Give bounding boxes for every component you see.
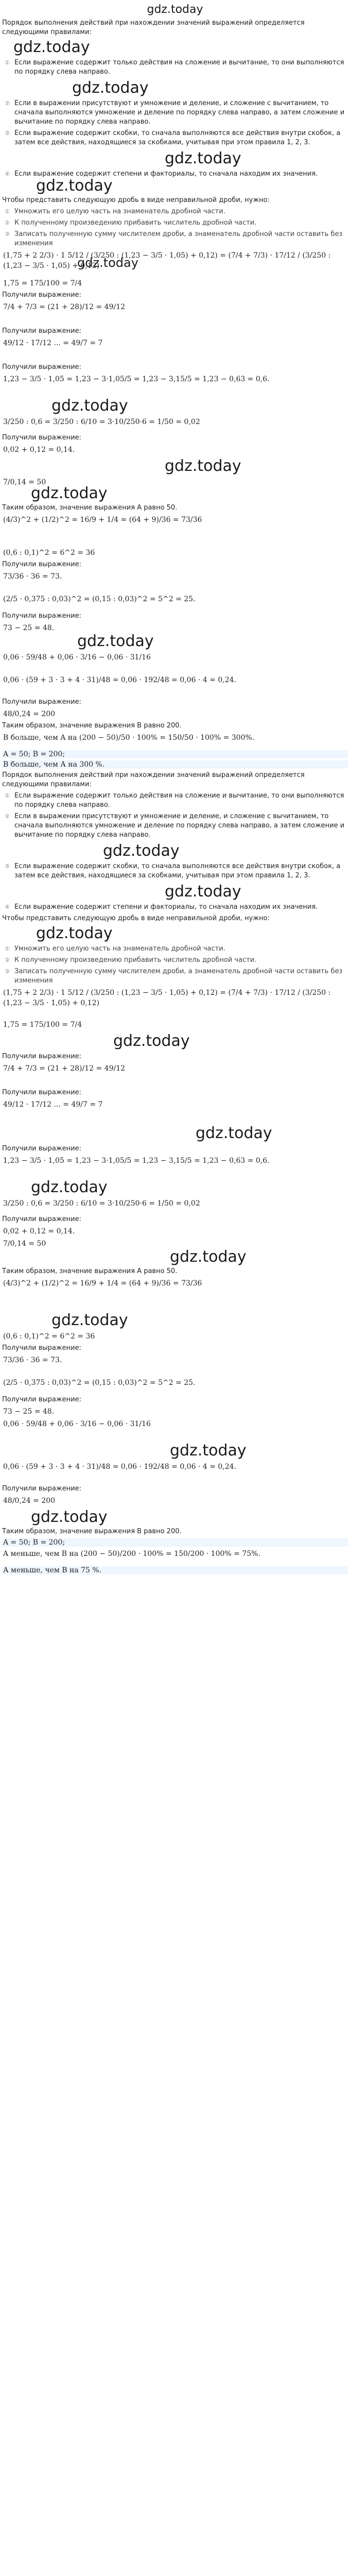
calc-line: (2/5 · 0,375 : 0,03)^2 = (0,15 : 0,03)^2 = 5^2 = 25. [3, 595, 196, 603]
decimal-to-fraction: 1,75 = 175/100 = 7/4 [3, 279, 82, 287]
received-label: Получили выражение: [2, 434, 81, 442]
calc-line: 7/0,14 = 50 [3, 478, 46, 486]
calc-line: 7/0,14 = 50 [3, 1240, 46, 1248]
rule-item [5, 791, 348, 810]
calc-line: (2/5 · 0,375 : 0,03)^2 = (0,15 : 0,03)^2 = 5^2 = 25. [3, 1379, 196, 1387]
calc-line: 3/250 : 0,6 = 3/250 : 6/10 = 3·10/250·6 = 1/50 = 0,02 [3, 1199, 200, 1208]
main-equation: (1,75 + 2 2/3) · 1 5/12 / (3/250 : (1,23 − 3/5 · 1,05) + 0,12) = (7/4 + 7/3) · 17/12 / (3/250 : (1,23 − 3/5 · 1,05) + 0,12) [3, 989, 331, 1007]
calc-line: 0,02 + 0,12 = 0,14. [3, 446, 75, 454]
comparison-equation: A меньше, чем B на (200 − 50)/200 · 100% = 150/200 · 100% = 75%. [3, 1550, 260, 1558]
value-statement: Таким образом, значение выражения A равно 50. [2, 504, 178, 512]
step-text: Умножить его целую часть на знаменатель дробной части. [14, 945, 225, 953]
watermark: gdz.today [31, 1508, 108, 1526]
list-marker-icon: ④ [5, 904, 10, 910]
list-marker-icon: ① [5, 208, 10, 215]
solution-part-2 [0, 771, 350, 1574]
rule-text: Если выражение содержит степени и факториалы, то сначала находим их значения. [14, 903, 318, 911]
main-equation: (1,75 + 2 2/3) · 1 5/12 / (3/250 : (1,23 − 3/5 · 1,05) + 0,12) = (7/4 + 7/3) · 17/12 / (3/250 : (1,23 − 3/5 · 1,05) + 0,12) [3, 251, 331, 270]
fraction-step [5, 944, 348, 954]
list-marker-icon: ③ [5, 231, 10, 238]
calc-line: 0,02 + 0,12 = 0,14. [3, 1227, 75, 1235]
watermark: gdz.today [13, 38, 90, 56]
calc-line: 1,23 − 3/5 · 1,05 = 1,23 − 3·1,05/5 = 1,23 − 3,15/5 = 1,23 − 0,63 = 0,6. [3, 375, 270, 383]
calc-line: (4/3)^2 + (1/2)^2 = 16/9 + 1/4 = (64 + 9)/36 = 73/36 [3, 516, 202, 524]
rule-text: Если выражение содержит степени и факториалы, то сначала находим их значения. [14, 170, 318, 178]
received-label: Получили выражение: [2, 1145, 81, 1153]
received-label: Получили выражение: [2, 327, 81, 335]
value-statement: Таким образом, значение выражения A равно 50. [2, 1267, 178, 1275]
received-label: Получили выражение: [2, 612, 81, 620]
list-marker-icon: ③ [5, 130, 10, 137]
answer-line: A = 50; B = 200; [2, 1538, 348, 1547]
watermark: gdz.today [165, 883, 241, 901]
calc-line: 0,06 · 59/48 + 0,06 · 3/16 − 0,06 · 31/16 [3, 1420, 151, 1428]
top-watermark: gdz.today [147, 3, 203, 16]
comparison-equation: B больше, чем A на (200 − 50)/50 · 100% = 150/50 · 100% = 300%. [3, 734, 255, 742]
rule-item [5, 129, 348, 147]
watermark: gdz.today [77, 256, 138, 270]
calc-line: 49/12 · 17/12 ... = 49/7 = 7 [3, 1100, 103, 1109]
calc-line: 48/0,24 = 200 [3, 1497, 56, 1505]
rule-item [5, 862, 348, 880]
list-marker-icon: ② [5, 813, 10, 820]
final-answer: А меньше, чем В на 75 %. [2, 1566, 348, 1574]
received-label: Получили выражение: [2, 1485, 81, 1493]
rule-text: Если выражение содержит скобки, то сначала выполняются все действия внутри скобок, а затем все действия, находящиеся за скобками, учитывая при этом правила 1, 2, 3. [14, 862, 341, 879]
watermark: gdz.today [51, 1311, 128, 1329]
list-marker-icon: ④ [5, 171, 10, 177]
calc-line: 7/4 + 7/3 = (21 + 28)/12 = 49/12 [3, 1064, 126, 1073]
final-answer: В больше, чем А на 300 %. [2, 760, 348, 769]
fraction-step [5, 230, 348, 248]
rule-item [5, 99, 348, 127]
step-text: К полученному произведению прибавить числитель дробной части. [14, 956, 257, 964]
rule-item [5, 903, 348, 912]
rule-text: Если выражение содержит только действия на сложение и вычитание, то они выполняются по порядку слева направо. [14, 792, 344, 809]
list-marker-icon: ② [5, 219, 10, 226]
rule-item [5, 812, 348, 840]
watermark: gdz.today [196, 1124, 272, 1142]
watermark: gdz.today [103, 842, 180, 860]
watermark: gdz.today [165, 149, 241, 167]
calc-line: 73/36 · 36 = 73. [3, 1356, 62, 1364]
calc-line: 73/36 · 36 = 73. [3, 572, 62, 581]
watermark: gdz.today [36, 177, 113, 195]
calc-line: 73 − 25 = 48. [3, 624, 55, 632]
watermark: gdz.today [113, 1032, 190, 1050]
watermark: gdz.today [36, 924, 113, 942]
rule-text: Если в выражении присутствуют и умножение и деление, и сложение с вычитанием, то сначала выполняются умножение и деление по порядку слева направо, а затем сложение и вычитание по порядку слева направо. [14, 99, 345, 126]
watermark: gdz.today [165, 457, 241, 475]
watermark: gdz.today [72, 79, 149, 97]
decimal-to-fraction: 1,75 = 175/100 = 7/4 [3, 1021, 82, 1029]
calc-line: 48/0,24 = 200 [3, 710, 56, 718]
step-text: Записать полученную сумму числителем дроби, а знаменатель дробной части оставить без изменения [14, 968, 343, 985]
fraction-intro: Чтобы представить следующую дробь в виде неправильной дроби, нужно: [2, 914, 270, 922]
watermark: gdz.today [170, 1248, 247, 1266]
step-text: Записать полученную сумму числителем дроби, а знаменатель дробной части оставить без изменения [14, 230, 343, 247]
fraction-step [5, 207, 348, 216]
solution-part-1 [0, 19, 350, 769]
received-label: Получили выражение: [2, 1396, 81, 1403]
calc-line: 49/12 · 17/12 ... = 49/7 = 7 [3, 339, 103, 347]
received-label: Получили выражение: [2, 1053, 81, 1060]
calc-line: 0,06 · 59/48 + 0,06 · 3/16 − 0,06 · 31/16 [3, 653, 151, 662]
rule-text: Если в выражении присутствуют и умножение и деление, и сложение с вычитанием, то сначала выполняются умножение и деление по порядку слева направо, а затем сложение и вычитание по порядку слева направо. [14, 812, 345, 839]
watermark: gdz.today [31, 484, 108, 502]
fraction-step [5, 956, 348, 965]
rules-intro: Порядок выполнения действий при нахождении значений выражений определяется следующими правилами: [2, 19, 305, 36]
list-marker-icon: ② [5, 957, 10, 963]
fraction-intro: Чтобы представить следующую дробь в виде неправильной дроби, нужно: [2, 196, 270, 204]
received-label: Получили выражение: [2, 1215, 81, 1223]
calc-line: 0,06 · (59 + 3 · 3 + 4 · 31)/48 = 0,06 · 192/48 = 0,06 · 4 = 0,24. [3, 1463, 237, 1471]
value-statement: Таким образом, значение выражения B равно 200. [2, 722, 182, 730]
calc-line: (0,6 : 0,1)^2 = 6^2 = 36 [3, 549, 95, 557]
calc-line: (4/3)^2 + (1/2)^2 = 16/9 + 1/4 = (64 + 9)/36 = 73/36 [3, 1279, 202, 1287]
rule-text: Если выражение содержит скобки, то сначала выполняются все действия внутри скобок, а затем все действия, находящиеся за скобками, учитывая при этом правила 1, 2, 3. [14, 129, 341, 146]
fraction-step [5, 218, 348, 228]
fraction-step [5, 967, 348, 986]
rule-item [5, 58, 348, 77]
calc-line: 3/250 : 0,6 = 3/250 : 6/10 = 3·10/250·6 = 1/50 = 0,02 [3, 418, 200, 426]
watermark: gdz.today [51, 397, 128, 415]
rule-text: Если выражение содержит только действия на сложение и вычитание, то они выполняются по порядку слева направо. [14, 59, 344, 76]
calc-line: 7/4 + 7/3 = (21 + 28)/12 = 49/12 [3, 303, 126, 311]
list-marker-icon: ① [5, 59, 10, 66]
list-marker-icon: ③ [5, 968, 10, 975]
received-label: Получили выражение: [2, 561, 81, 568]
calc-line: 0,06 · (59 + 3 · 3 + 4 · 31)/48 = 0,06 · 192/48 = 0,06 · 4 = 0,24. [3, 676, 237, 684]
calc-line: (0,6 : 0,1)^2 = 6^2 = 36 [3, 1332, 95, 1341]
list-marker-icon: ③ [5, 863, 10, 870]
step-text: Умножить его целую часть на знаменатель дробной части. [14, 208, 225, 215]
calc-line: 73 − 25 = 48. [3, 1408, 55, 1416]
list-marker-icon: ② [5, 100, 10, 107]
calc-line: 1,23 − 3/5 · 1,05 = 1,23 − 3·1,05/5 = 1,23 − 3,15/5 = 1,23 − 0,63 = 0,6. [3, 1157, 270, 1165]
received-label: Получили выражение: [2, 698, 81, 706]
rules-intro: Порядок выполнения действий при нахождении значений выражений определяется следующими правилами: [2, 771, 305, 788]
received-label: Получили выражение: [2, 1089, 81, 1096]
watermark: gdz.today [170, 1442, 247, 1460]
answer-line: A = 50; B = 200; [2, 750, 348, 758]
list-marker-icon: ① [5, 945, 10, 952]
watermark: gdz.today [77, 632, 154, 650]
received-label: Получили выражение: [2, 291, 81, 299]
rule-item [5, 170, 348, 179]
received-label: Получили выражение: [2, 363, 81, 371]
received-label: Получили выражение: [2, 1344, 81, 1352]
list-marker-icon: ① [5, 792, 10, 799]
step-text: К полученному произведению прибавить числитель дробной части. [14, 219, 257, 227]
value-statement: Таким образом, значение выражения B равно 200. [2, 1528, 182, 1535]
watermark: gdz.today [31, 1178, 108, 1196]
